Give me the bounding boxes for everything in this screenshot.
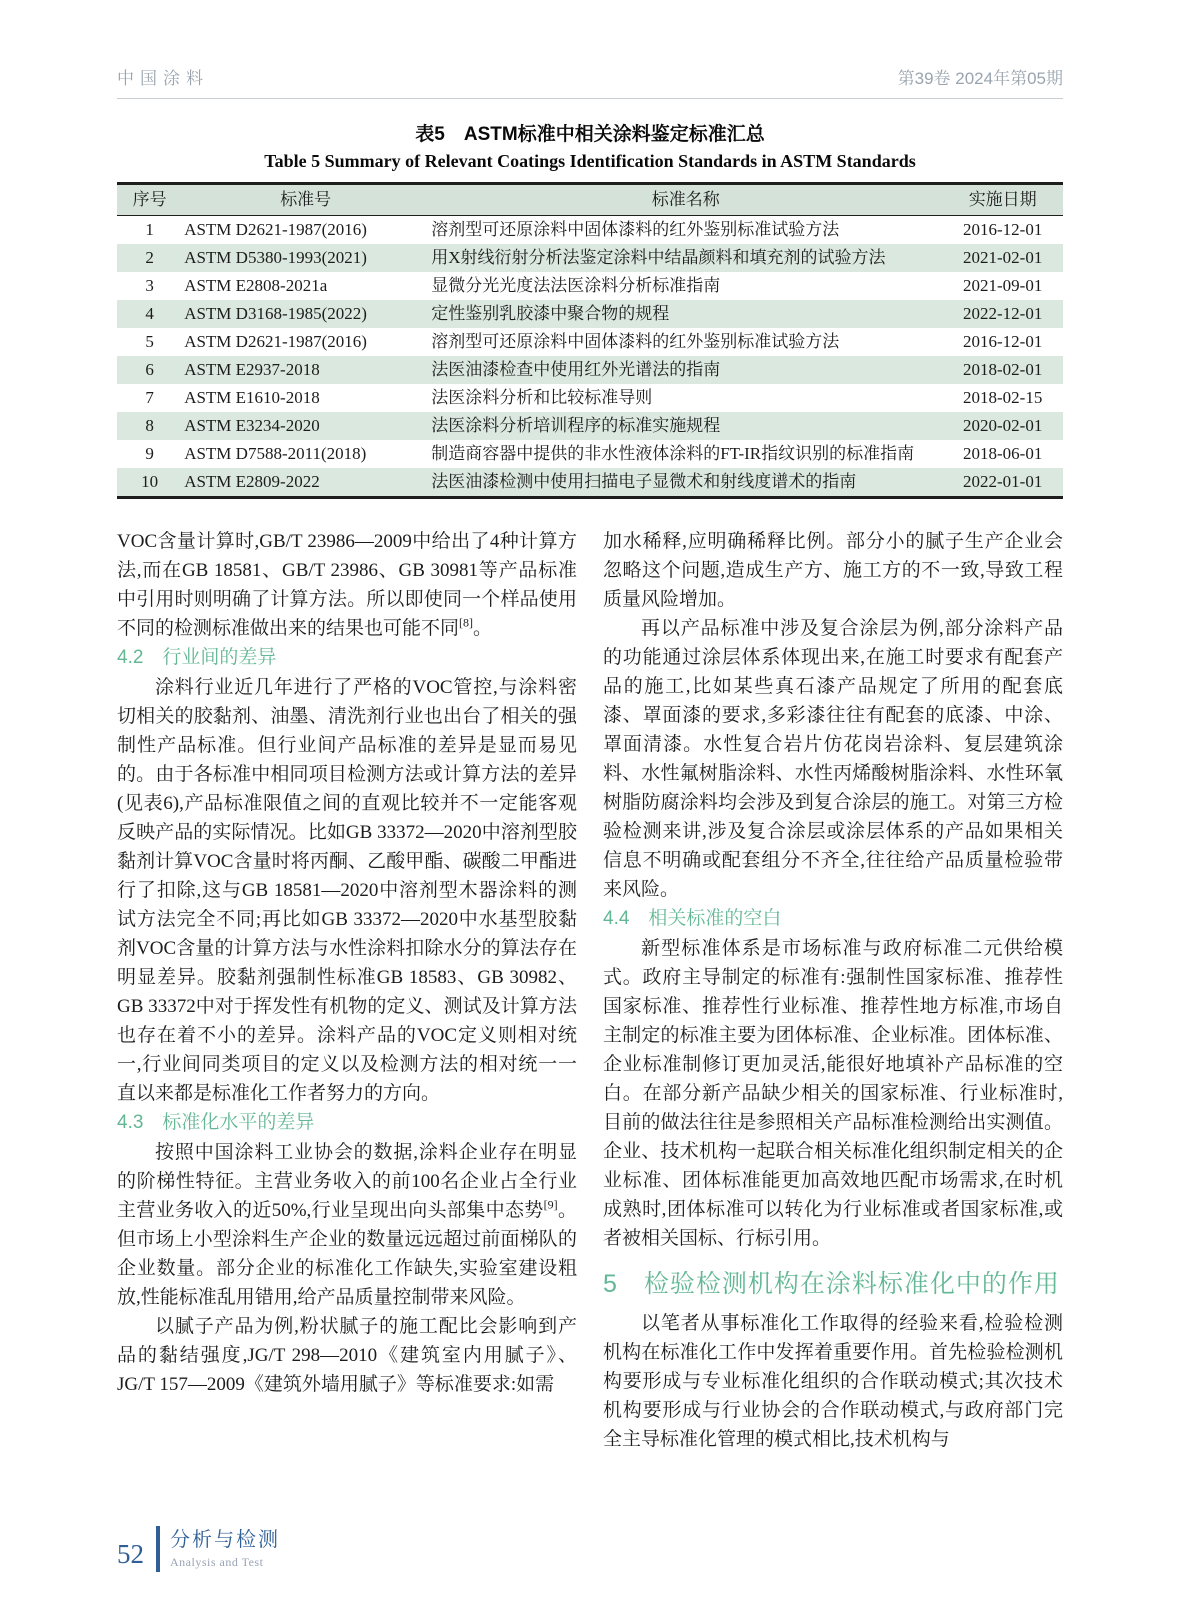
- col-header-index: 序号: [132, 190, 167, 209]
- col-header-standard-name: 标准名称: [651, 190, 720, 209]
- table-cell: ASTM E2808-2021a: [184, 276, 328, 295]
- table-cell: ASTM D2621-1987(2016): [184, 332, 367, 351]
- right-column: [603, 527, 1063, 1454]
- table-row: [117, 272, 1063, 300]
- table-row: [117, 216, 1063, 245]
- table-cell: 用X射线衍射分析法鉴定涂料中结晶颜料和填充剂的试验方法: [431, 248, 886, 267]
- table-row: [117, 412, 1063, 440]
- table-cell: ASTM E2809-2022: [184, 472, 320, 491]
- table-cell: 2: [145, 248, 154, 267]
- table-cell: 8: [145, 416, 154, 435]
- paragraph: 加水稀释,应明确稀释比例。部分小的腻子生产企业会忽略这个问题,造成生产方、施工方的不一致,导致工程质量风险增加。: [603, 531, 1063, 610]
- table-cell: 5: [145, 332, 154, 351]
- footer-section-cn: 分析与检测: [170, 1529, 280, 1551]
- table-cell: ASTM E3234-2020: [184, 416, 320, 435]
- table-cell: 3: [145, 276, 154, 295]
- table-cell: ASTM D7588-2011(2018): [184, 444, 367, 463]
- paragraph-text: 按照中国涂料工业协会的数据,涂料企业存在明显的阶梯性特征。主营业务收入的前100名企业占全行业主营业务收入的近50%,行业呈现出向头部集中态势: [117, 1142, 577, 1221]
- col-header-date: 实施日期: [968, 190, 1037, 209]
- table-cell: 6: [145, 360, 154, 379]
- paragraph: 以笔者从事标准化工作取得的经验来看,检验检测机构在标准化工作中发挥着重要作用。首先检验检测机构要形成与专业标准化组织的合作联动模式;其次技术机构要形成与行业协会的合作联动模式,与政府部门完全主导标准化管理的模式相比,技术机构与: [603, 1313, 1063, 1450]
- table-row: [117, 440, 1063, 468]
- table-row: [117, 300, 1063, 328]
- table-cell: 法医油漆检测中使用扫描电子显微术和射线度谱术的指南: [431, 472, 857, 491]
- table-row: [117, 328, 1063, 356]
- paragraph: 涂料行业近几年进行了严格的VOC管控,与涂料密切相关的胶黏剂、油墨、清洗剂行业也出台了相关的强制性产品标准。但行业间产品标准的差异是显而易见的。由于各标准中相同项目检测方法或计算方法的差异(见表6),产品标准限值之间的直观比较并不一定能客观反映产品的实际情况。比如GB 33372—2020中溶剂型胶黏剂计算VOC含量时将丙酮、乙酸甲酯、碳酸二甲酯进行了扣除,这与GB 18581—2020中溶剂型木器涂料的测试方法完全不同;再比如GB 33372—2020中水基型胶黏剂VOC含量的计算方法与水性涂料扣除水分的算法存在明显差异。胶黏剂强制性标准GB 18583、GB 30982、GB 33372中对于挥发性有机物的定义、测试及计算方法也存在着不小的差异。涂料产品的VOC定义则相对统一,行业间同类项目的定义以及检测方法的相对统一一直以来都是标准化工作者努力的方向。: [117, 677, 577, 1104]
- journal-name: 中国涂料: [117, 69, 209, 88]
- table-cell: ASTM E1610-2018: [184, 388, 320, 407]
- table-title-en: Table 5 Summary of Relevant Coatings Identification Standards in ASTM Standards: [264, 151, 916, 171]
- table-cell: ASTM D2621-1987(2016): [184, 220, 367, 239]
- table-cell: 2018-02-01: [963, 360, 1043, 379]
- table-cell: 2021-09-01: [963, 276, 1043, 295]
- table-row: [117, 468, 1063, 498]
- page-number: 52: [117, 1538, 144, 1569]
- section-heading-5: 5 检验检测机构在涂料标准化中的作用: [603, 1270, 1060, 1298]
- table-cell: 法医油漆检查中使用红外光谱法的指南: [431, 360, 721, 379]
- reference-marker: [9]: [543, 1197, 558, 1212]
- table-cell: 7: [145, 388, 154, 407]
- table-cell: ASTM D3168-1985(2022): [184, 304, 367, 323]
- standards-table: [117, 182, 1063, 499]
- section-heading-4-3: 4.3 标准化水平的差异: [117, 1112, 315, 1133]
- section-heading-4-4: 4.4 相关标准的空白: [603, 908, 782, 929]
- table-cell: 法医涂料分析培训程序的标准实施规程: [431, 416, 721, 435]
- page-footer: [117, 1526, 280, 1572]
- body-columns: [117, 527, 1063, 1454]
- table-row: [117, 244, 1063, 272]
- running-head: [117, 0, 1063, 99]
- table-cell: 2020-02-01: [963, 416, 1043, 435]
- table-cell: 2021-02-01: [963, 248, 1043, 267]
- issue-info: 第39卷 2024年第05期: [897, 69, 1063, 88]
- table-cell: 溶剂型可还原涂料中固体漆料的红外鉴别标准试验方法: [431, 220, 840, 239]
- footer-section-en: Analysis and Test: [170, 1555, 264, 1569]
- paragraph-text: VOC含量计算时,GB/T 23986—2009中给出了4种计算方法,而在GB 18581、GB/T 23986、GB 30981等产品标准中引用时则明确了计算方法。所以即使同一个样品使用不同的检测标准做出来的结果也可能不同: [117, 531, 577, 639]
- table-cell: ASTM D5380-1993(2021): [184, 248, 367, 267]
- paragraph: 新型标准体系是市场标准与政府标准二元供给模式。政府主导制定的标准有:强制性国家标准、推荐性国家标准、推荐性行业标准、推荐性地方标准,市场自主制定的标准主要为团体标准、企业标准。团体标准、企业标准制修订更加灵活,能很好地填补产品标准的空白。在部分新产品缺少相关的国家标准、行业标准时,目前的做法往往是参照相关产品标准检测给出实测值。企业、技术机构一起联合相关标准化组织制定相关的企业标准、团体标准能更加高效地匹配市场需求,在时机成熟时,团体标准可以转化为行业标准或者国家标准,或者被相关国标、行标引用。: [603, 938, 1063, 1249]
- table-cell: 2016-12-01: [963, 332, 1043, 351]
- paragraph: [117, 1138, 577, 1312]
- table-cell: 2022-01-01: [963, 472, 1043, 491]
- col-header-standard-no: 标准号: [280, 190, 332, 209]
- table-cell: 10: [141, 472, 159, 491]
- paragraph-text: 。但市场上小型涂料生产企业的数量远远超过前面梯队的企业数量。部分企业的标准化工作缺失,实验室建设粗放,性能标准乱用错用,给产品质量控制带来风险。: [117, 1200, 577, 1308]
- table-cell: 2016-12-01: [963, 220, 1043, 239]
- table-header-row: [117, 184, 1063, 216]
- table-cell: 定性鉴别乳胶漆中聚合物的规程: [431, 304, 670, 323]
- table-cell: 制造商容器中提供的非水性液体涂料的FT-IR指纹识别的标准指南: [431, 444, 915, 463]
- reference-marker: [8]: [459, 615, 474, 630]
- table-body: [117, 216, 1063, 498]
- section-heading-4-2: 4.2 行业间的差异: [117, 647, 277, 668]
- paragraph-text: 。: [473, 618, 493, 639]
- paragraph: 再以产品标准中涉及复合涂层为例,部分涂料产品的功能通过涂层体系体现出来,在施工时要求有配套产品的施工,比如某些真石漆产品规定了所用的配套底漆、罩面漆的要求,多彩漆往往有配套的底漆、中涂、罩面清漆。水性复合岩片仿花岗岩涂料、复层建筑涂料、水性氟树脂涂料、水性丙烯酸树脂涂料、水性环氧树脂防腐涂料均会涉及到复合涂层的施工。对第三方检验检测来讲,涉及复合涂层或涂层体系的产品如果相关信息不明确或配套组分不齐全,往往给产品质量检验带来风险。: [603, 618, 1063, 900]
- footer-section: [170, 1528, 280, 1570]
- table-cell: 溶剂型可还原涂料中固体漆料的红外鉴别标准试验方法: [431, 332, 840, 351]
- table-cell: 9: [145, 444, 154, 463]
- table-cell: 法医涂料分析和比较标准导则: [431, 388, 653, 407]
- paragraph: 以腻子产品为例,粉状腻子的施工配比会影响到产品的黏结强度,JG/T 298—2010《建筑室内用腻子》、JG/T 157—2009《建筑外墙用腻子》等标准要求:如需: [117, 1316, 577, 1395]
- table-cell: 4: [145, 304, 154, 323]
- table-row: [117, 384, 1063, 412]
- left-column: [117, 527, 577, 1454]
- table-cell: 2018-06-01: [963, 444, 1043, 463]
- table-cell: ASTM E2937-2018: [184, 360, 320, 379]
- table-cell: 2018-02-15: [963, 388, 1043, 407]
- table-row: [117, 356, 1063, 384]
- paragraph: [117, 527, 577, 643]
- table-cell: 2022-12-01: [963, 304, 1043, 323]
- table-cell: 显微分光光度法法医涂料分析标准指南: [431, 276, 721, 295]
- table-title-cn: 表5 ASTM标准中相关涂料鉴定标准汇总: [415, 124, 765, 145]
- table-cell: 1: [145, 220, 154, 239]
- footer-divider-bar: [156, 1526, 160, 1572]
